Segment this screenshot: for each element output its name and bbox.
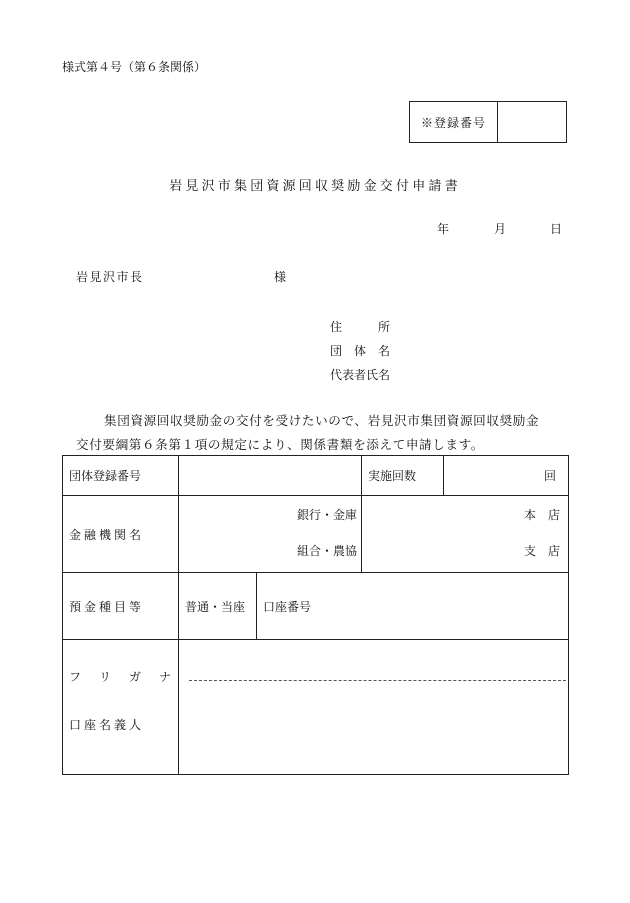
addressee-name: 岩見沢市長 [76,270,144,284]
registration-number-field[interactable] [498,102,566,142]
financial-institution-field[interactable] [179,496,362,573]
account-holder-label-cell [63,640,179,775]
applicant-address-label: 住 所 [330,320,391,334]
group-registration-label: 団体登録番号 [63,456,179,496]
application-table [62,455,569,775]
account-number-label: 口座番号 [263,599,312,614]
addressee-honorific: 様 [274,270,287,284]
bank-type-union: 組合・農協 [296,544,357,558]
registration-number-label: ※登録番号 [410,102,498,142]
form-number: 様式第４号（第６条関係） [62,60,207,74]
financial-institution-label: 金融機関名 [63,496,179,573]
body-text-line1: 集団資源回収奨励金の交付を受けたいので、岩見沢市集団資源回収奨励金 [104,413,540,428]
account-holder-field[interactable] [179,640,569,775]
body-text-line2: 交付要綱第６条第１項の規定により、関係書類を添えて申請します。 [76,437,484,452]
date-month-label: 月 [494,222,507,236]
date-day-label: 日 [550,222,563,236]
group-registration-field[interactable] [179,456,362,496]
furigana-label: フ リ ガ ナ [69,670,175,684]
implementation-count-label: 実施回数 [362,456,444,496]
applicant-representative-label: 代表者氏名 [330,368,391,382]
furigana-divider [189,680,566,681]
implementation-count-unit[interactable]: 回 [444,456,569,496]
bank-type-bank: 銀行・金庫 [296,508,357,522]
branch-sub: 支 店 [523,544,560,558]
document-title: 岩見沢市集団資源回収奨励金交付申請書 [169,179,461,194]
deposit-type-label: 預金種目等 [63,573,179,640]
deposit-type-options[interactable]: 普通・当座 [179,573,257,640]
account-number-field[interactable] [257,573,569,640]
account-holder-label: 口座名義人 [69,718,145,732]
date-year-label: 年 [437,222,450,236]
branch-main: 本 店 [523,508,560,522]
applicant-group-label: 団 体 名 [330,344,391,358]
registration-number-box [409,101,567,143]
branch-field[interactable] [362,496,569,573]
